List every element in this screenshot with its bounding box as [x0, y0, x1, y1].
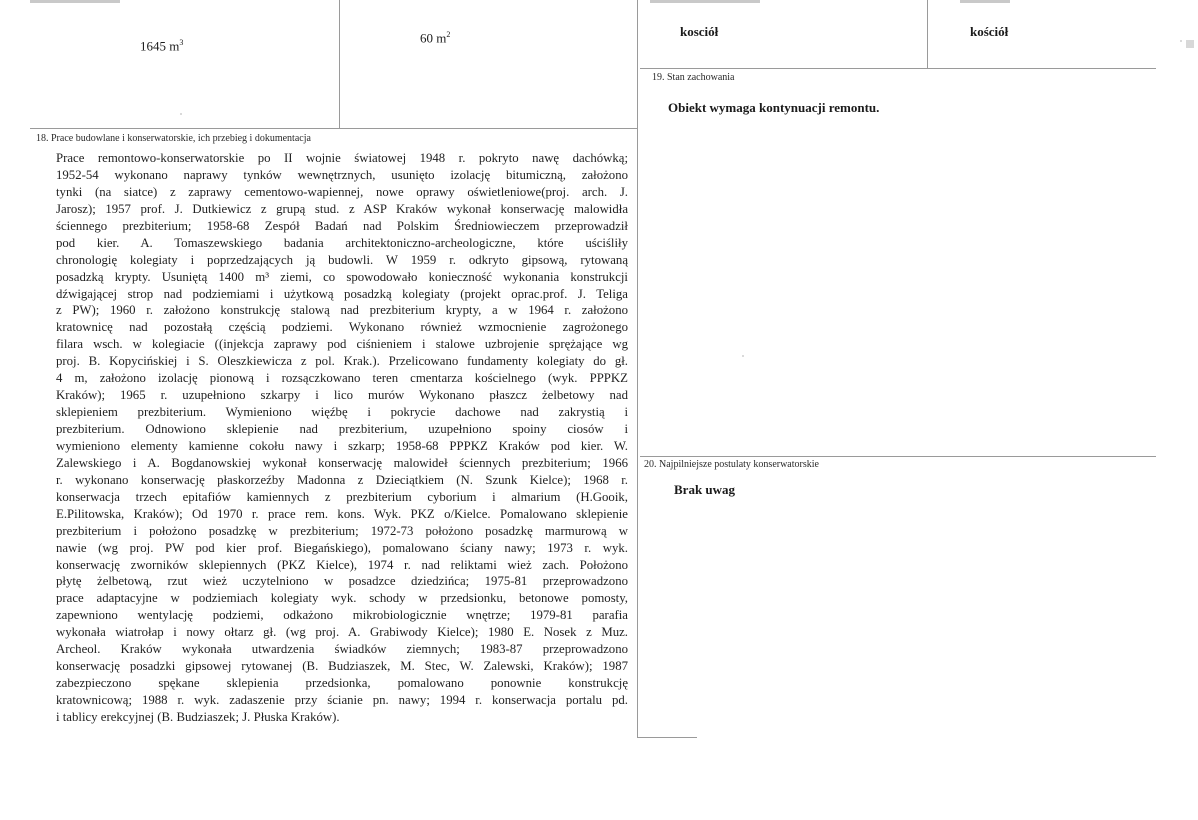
section-18-line: ściennego prezbiterium; 1958-68 Zespół Badań nad Polskim Średniowieczem przeprowadził	[56, 218, 628, 233]
area-unit-superscript: 3	[179, 38, 184, 47]
section-18-line: Jarosz); 1957 prof. J. Dutkiewicz z grupą stud. z ASP Kraków wykonał konserwację malowidła	[56, 201, 628, 216]
section-18-line: pod kier. A. Tomaszewskiego badania architektoniczno-archeologiczne, które uściśliły	[56, 235, 628, 250]
section-18-line: proj. B. Kopycińskiej i S. Oleszkiewicza z pol. Krak.). Przelicowano fundamenty kolegiaty do gł.	[56, 354, 628, 369]
section-18-line: Prace remontowo-konserwatorskie po II wojnie światowej 1948 r. pokryto nawę dachówką;	[56, 151, 628, 165]
section-18-line: prezbiterium. Odnowiono sklepienie nad prezbiterium, uzupełniono spoiny ciosów i	[56, 422, 628, 436]
surface-unit-superscript: 2	[446, 30, 451, 39]
area-value-cell	[140, 38, 183, 54]
section-18-line: wykonała wiatrołap i nowy ołtarz gł. (wg proj. A. Grabiwody Kielce); 1980 E. Nosek z Muz.	[56, 625, 628, 640]
section-18-line: dźwigającej strop nad podziemiami i użytkową posadzką kolegiaty (projekt oprac.prof. J. Teliga	[56, 286, 628, 301]
grid-line	[637, 737, 697, 738]
section-19-label: 19. Stan zachowania	[652, 72, 735, 83]
section-18-line: wymieniono elementy kamienne cokołu nawy i szkarp; 1958-68 PPPKZ Kraków pod kier. W.	[56, 438, 628, 453]
surface-value-cell	[420, 30, 450, 46]
section-18-line: r. wykonano konserwację płaskorzeźby Madonna z Dzieciątkiem (N. Szunk Kielce); 1968 r.	[56, 472, 628, 487]
area-value: 1645 m	[140, 38, 180, 54]
section-18-line: z PW); 1960 r. założono konstrukcję stalową nad prezbiterium krypty, a w 1964 r. założono	[56, 303, 628, 318]
section-18-line: posadzką krypty. Usuniętą 1400 m³ ziemi, co spowodowało konieczność wykonania konstrukcji	[56, 269, 628, 284]
scan-speck	[1180, 40, 1182, 42]
current-function-value: kościół	[970, 24, 1009, 39]
scan-speck	[180, 113, 182, 115]
section-18-line: i tablicy erekcyjnej (B. Budziaszek; J. Płuska Kraków).	[56, 709, 340, 724]
section-18-line: konserwację zworników sklepiennych (PKZ Kielce), 1974 r. nad reliktami wież zach. Położono	[56, 557, 628, 572]
section-18-line: 4 m, założono izolację pionową i rozsączkowano teren cmentarza kościelnego (wyk. PPPKZ	[56, 371, 628, 386]
scan-speck	[742, 355, 744, 357]
section-18-line: filara wsch. w kolegiacie ((injekcja zaprawy pod ciśnieniem i stalowe uzbrojenie sprężające wg	[56, 337, 628, 352]
grid-line	[640, 68, 1156, 69]
section-18-line: kratownicę nad pozostałą częścią podziemi. Wykonano również wzmocnienie zagrożonego	[56, 320, 628, 335]
section-20-value: Brak uwag	[674, 482, 736, 497]
section-18-line: kratownicową; 1988 r. wyk. zadaszenie przy ścianie pn. nawy; 1994 r. konserwacja portalu pd.	[56, 693, 628, 707]
section-19-value: Obiekt wymaga kontynuacji remontu.	[668, 100, 880, 115]
section-18-line: nawie (wg proj. PW pod kier prof. Biegańskiego), pomalowano ściany nawy; 1973 r. wyk.	[56, 540, 628, 555]
section-18-line: Kraków); 1965 r. uzupełniono szkarpy i lico murów Wykonano płaszcz żelbetowy nad	[56, 388, 628, 403]
surface-value: 60 m	[420, 30, 447, 46]
scan-artifact	[650, 0, 760, 3]
grid-line	[339, 0, 340, 128]
original-function-value: kosciół	[680, 24, 719, 39]
section-18-line: E.Pilitowska, Kraków); Od 1970 r. prace rem. kons. Wyk. PKZ o/Kielce. Pomalowano sklepienie	[56, 506, 628, 521]
section-18-line: prezbiterium i położono posadzkę w prezbiterium; 1972-73 położono posadzkę marmurową w	[56, 523, 628, 538]
section-18-line: zabezpieczono spękane sklepienia przedsionka, pomalowano ponownie konstrukcję	[56, 676, 628, 691]
section-18-line: sklepieniem prezbiterium. Wymieniono więźbę i pokrycie dachowe nad zakrystią i	[56, 405, 628, 420]
scan-artifact	[1186, 40, 1194, 48]
section-20-label: 20. Najpilniejsze postulaty konserwatorskie	[644, 459, 819, 470]
grid-line	[637, 0, 638, 738]
section-18-line: płytę żelbetową, rzut wież uczytelniono w posadzce dziedzińca; 1975-81 przeprowadzono	[56, 574, 628, 589]
section-18-text	[56, 150, 628, 726]
section-18-line: Zalewskiego i A. Bogdanowskiej wykonał konserwację malowideł ściennych prezbiterium; 1966	[56, 455, 628, 470]
grid-line	[30, 128, 638, 129]
section-18-line: chronologię kolegiaty i poprzedzających ją budowli. W 1959 r. odkryto gipsową, rytowaną	[56, 252, 628, 267]
section-18-line: Archeol. Kraków wykonała utwardzenia świadków ziemnych; 1983-87 przeprowadzono	[56, 642, 628, 657]
scan-artifact	[30, 0, 120, 3]
scan-artifact	[960, 0, 1010, 3]
section-18-label: 18. Prace budowlane i konserwatorskie, ich przebieg i dokumentacja	[36, 133, 311, 144]
section-18-line: 1952-54 wykonano naprawy tynków wewnętrznych, usunięto izolację bitumiczną, założono	[56, 167, 628, 182]
section-18-line: konserwację posadzki gipsowej rytowanej (B. Budziaszek, M. Stec, W. Zalewski, Kraków); 1987	[56, 659, 628, 674]
section-18-line: prace adaptacyjne w podziemiach kolegiaty wyk. schody w przedsionku, betonowe pomosty,	[56, 591, 628, 606]
section-18-line: zapewniono wentylację podziemi, odkażono mikrobiologicznie wnętrze; 1979-81 parafia	[56, 608, 628, 623]
grid-line	[927, 0, 928, 68]
section-18-line: konserwacja trzech epitafiów kamiennych z prezbiterium cyborium i almarium (H.Gooik,	[56, 489, 628, 504]
section-18-line: tynki (na siatce) z zaprawy cementowo-wapiennej, nowe oprawy oświetleniowe(proj. arch. J.	[56, 184, 628, 199]
grid-line	[640, 456, 1156, 457]
